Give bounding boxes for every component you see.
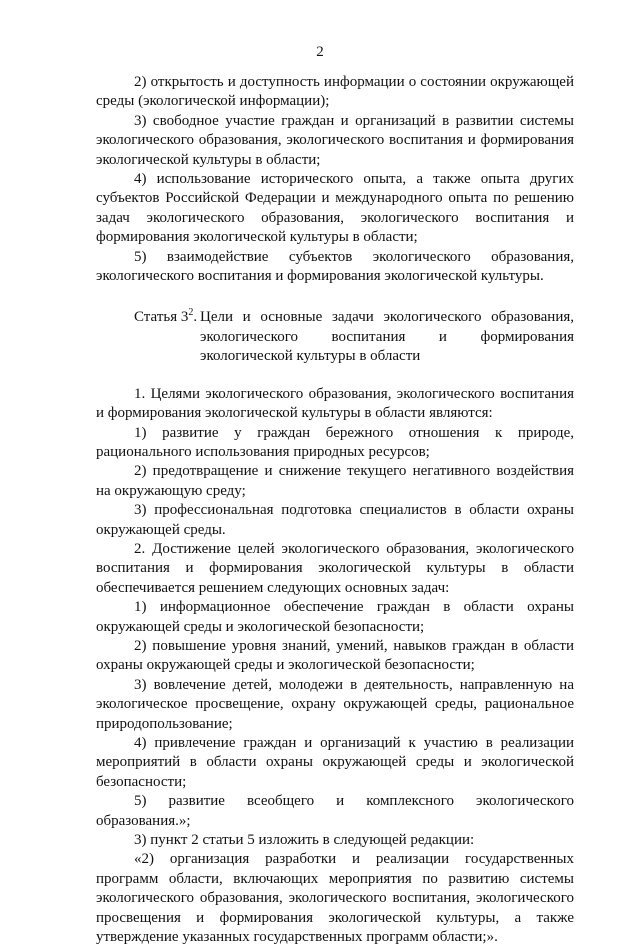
paragraph: «2) организация разработки и реализации государственных программ области, включающих мероприятия по развитию системы экологического образования, экологического воспитания, экологического просвещения и формирования экологической культуры, а также утверждение указанных государственных программ области;». — [96, 851, 574, 946]
list-item: 2) повышение уровня знаний, умений, навыков граждан в области охраны окружающей среды и экологической безопасности; — [96, 637, 574, 674]
list-item: 2) открытость и доступность информации о состоянии окружающей среды (экологической информации); — [96, 74, 574, 110]
list-item: 5) развитие всеобщего и комплексного экологического образования.»; — [96, 793, 574, 829]
list-item: 3) вовлечение детей, молодежи в деятельность, направленную на экологическое просвещение, охрану окружающей среды, рациональное природопользование; — [96, 676, 574, 732]
list-item: 1) информационное обеспечение граждан в области охраны окружающей среды и экологической безопасности; — [96, 599, 574, 635]
page-number: 2 — [316, 44, 324, 60]
document-body — [96, 73, 574, 947]
article-title: Цели и основные задачи экологического образования, экологического воспитания и формирования экологической культуры в области — [200, 309, 574, 365]
list-item: 4) привлечение граждан и организаций к участию в реализации мероприятий в области охраны окружающей среды и экологической безопасности; — [96, 735, 574, 790]
list-item: 4) использование исторического опыта, а также опыта других субъектов Российской Федерации и международного опыта по решению задач экологического образования, экологического воспитания и формирования экологической культуры в области; — [96, 171, 574, 246]
list-item: 3) профессиональная подготовка специалистов в области охраны окружающей среды. — [96, 502, 574, 538]
paragraph: 1. Целями экологического образования, экологического воспитания и формирования экологической культуры в области являются: — [96, 385, 574, 422]
list-item: 3) свободное участие граждан и организаций в развитии системы экологического образования, экологического воспитания и формирования экологической культуры в области; — [96, 112, 574, 168]
paragraph: 3) пункт 2 статьи 5 изложить в следующей редакции: — [134, 832, 475, 849]
article-heading — [96, 308, 574, 366]
article-label: Статья $3^2$. — [134, 307, 198, 326]
paragraph: 2. Достижение целей экологического образования, экологического воспитания и формирования экологической культуры в области обеспечивается решением следующих основных задач: — [96, 540, 574, 596]
list-item: 1) развитие у граждан бережного отношения к природе, рационального использования природных ресурсов; — [96, 424, 574, 460]
list-item: 2) предотвращение и снижение текущего негативного воздействия на окружающую среду; — [96, 463, 574, 499]
list-item: 5) взаимодействие субъектов экологического образования, экологического воспитания и формирования экологической культуры. — [96, 248, 574, 285]
